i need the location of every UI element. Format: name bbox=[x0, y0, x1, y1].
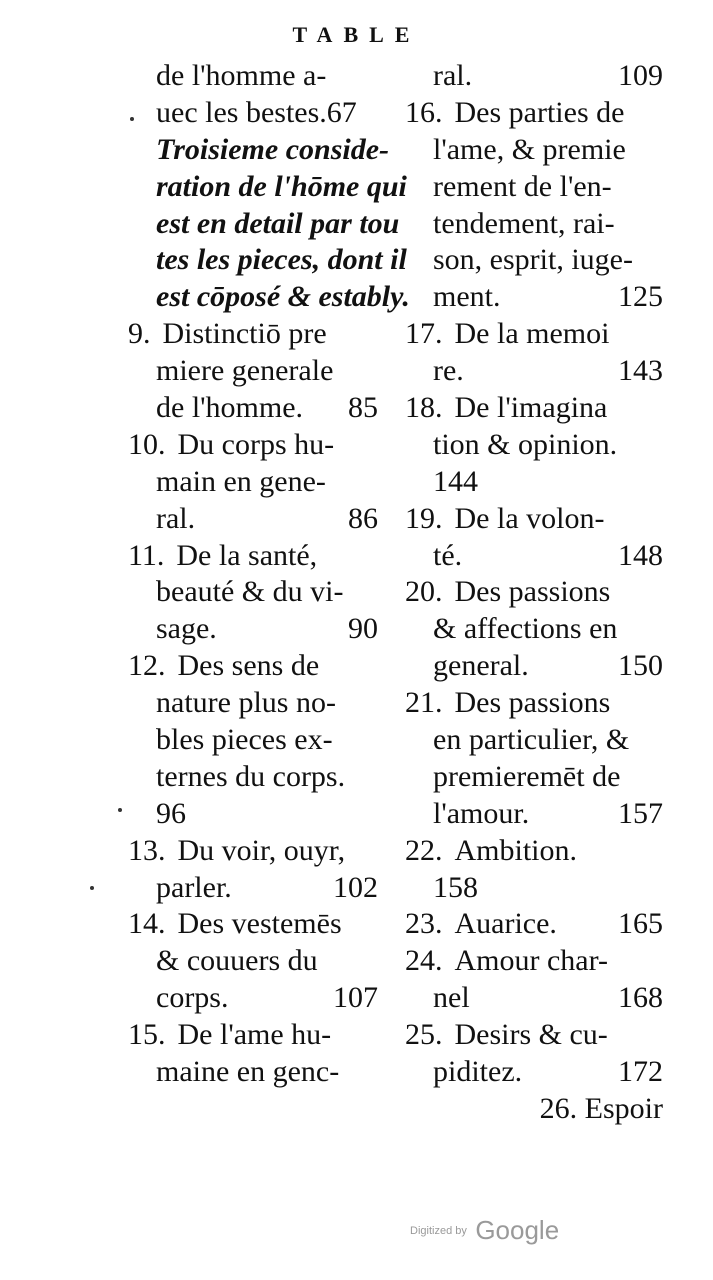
entry-text: main en gene- bbox=[156, 464, 326, 498]
toc-line bbox=[405, 980, 663, 1017]
toc-line bbox=[128, 390, 378, 427]
entry-text: de l'homme a- bbox=[156, 59, 327, 92]
entry-text: ration de l'hōme qui bbox=[156, 169, 407, 203]
ink-speck bbox=[130, 117, 134, 121]
toc-line bbox=[405, 574, 663, 611]
toc-line bbox=[405, 1017, 663, 1054]
chapter-number: 17. bbox=[405, 317, 443, 351]
page-number: 168 bbox=[618, 981, 663, 1015]
entry-text: 158 bbox=[433, 870, 478, 904]
entry-text: té. bbox=[433, 538, 463, 572]
entry-text: 144 bbox=[433, 464, 478, 498]
chapter-number: 12. bbox=[128, 649, 166, 683]
toc-line bbox=[405, 242, 663, 279]
toc-line bbox=[405, 1091, 663, 1128]
toc-line bbox=[405, 132, 663, 169]
toc-line bbox=[128, 943, 378, 980]
chapter-number: 14. bbox=[128, 907, 166, 941]
ink-speck bbox=[118, 808, 122, 812]
entry-text: tion & opinion. bbox=[433, 427, 618, 461]
toc-line bbox=[405, 538, 663, 575]
entry-text: Ambition. bbox=[454, 833, 578, 867]
toc-line bbox=[405, 169, 663, 206]
toc-line bbox=[405, 611, 663, 648]
page-number: 102 bbox=[333, 870, 378, 904]
chapter-number: 11. bbox=[128, 538, 165, 572]
chapter-number: 23. bbox=[405, 907, 443, 941]
chapter-number: 15. bbox=[128, 1018, 166, 1052]
toc-line bbox=[405, 390, 663, 427]
toc-line bbox=[405, 427, 663, 464]
entry-text: Des passions bbox=[454, 686, 611, 720]
entry-text: re. bbox=[433, 354, 464, 388]
entry-text: bles pieces ex- bbox=[156, 723, 333, 757]
toc-line bbox=[128, 427, 378, 464]
toc-line bbox=[128, 206, 400, 243]
toc-line bbox=[128, 648, 378, 685]
ink-speck bbox=[90, 886, 94, 890]
right-column bbox=[405, 58, 663, 1128]
entry-text: De l'ame hu- bbox=[177, 1018, 332, 1052]
chapter-number: 21. bbox=[405, 686, 443, 720]
chapter-number: 19. bbox=[405, 501, 443, 535]
entry-text: De la volon- bbox=[454, 501, 605, 535]
toc-line bbox=[128, 169, 407, 206]
entry-text: nature plus no- bbox=[156, 686, 336, 720]
page-number: 165 bbox=[618, 907, 663, 941]
entry-text: Des passions bbox=[454, 575, 611, 609]
entry-text: Desirs & cu- bbox=[454, 1018, 608, 1052]
entry-text: ternes du corps. bbox=[156, 759, 346, 793]
entry-text: Amour char- bbox=[454, 944, 609, 978]
toc-line bbox=[128, 132, 390, 169]
toc-line bbox=[405, 279, 663, 316]
toc-line bbox=[405, 58, 663, 95]
toc-line bbox=[405, 943, 663, 980]
chapter-number: 20. bbox=[405, 575, 443, 609]
entry-text: de l'homme. bbox=[156, 391, 304, 425]
toc-line bbox=[405, 501, 663, 538]
chapter-number: 22. bbox=[405, 833, 443, 867]
chapter-number: 10. bbox=[128, 427, 166, 461]
toc-line bbox=[405, 870, 663, 907]
entry-text: general. bbox=[433, 649, 529, 683]
toc-line bbox=[128, 759, 378, 796]
page-number: 85 bbox=[348, 391, 378, 425]
entry-text: l'amour. bbox=[433, 796, 530, 830]
toc-line bbox=[405, 648, 663, 685]
entry-text: ral. bbox=[433, 59, 473, 92]
entry-text: 96 bbox=[156, 796, 186, 830]
chapter-number: 24. bbox=[405, 944, 443, 978]
toc-line bbox=[128, 279, 410, 316]
chapter-number: 16. bbox=[405, 95, 443, 129]
toc-line bbox=[405, 685, 663, 722]
entry-text: Des sens de bbox=[177, 649, 320, 683]
toc-line bbox=[128, 906, 378, 943]
entry-text: Distinctiō pre bbox=[162, 317, 327, 351]
page-number: 90 bbox=[348, 612, 378, 646]
entry-text: Des parties de bbox=[454, 95, 625, 129]
toc-line bbox=[405, 722, 663, 759]
entry-text: sage. bbox=[156, 612, 217, 646]
entry-text: nel bbox=[433, 981, 470, 1015]
toc-line bbox=[405, 833, 663, 870]
page-number: 148 bbox=[618, 538, 663, 572]
entry-text: corps. bbox=[156, 981, 229, 1015]
page-number: 86 bbox=[348, 501, 378, 535]
chapter-number: 13. bbox=[128, 833, 166, 867]
toc-line bbox=[405, 95, 663, 132]
entry-text: miere generale bbox=[156, 354, 334, 388]
entry-text: est en detail par tou bbox=[156, 206, 400, 240]
toc-line bbox=[128, 353, 378, 390]
page-number: 107 bbox=[333, 981, 378, 1015]
toc-line bbox=[128, 722, 378, 759]
toc-line bbox=[128, 538, 378, 575]
entry-text: uec les bestes.67 bbox=[156, 95, 357, 129]
page-number: 143 bbox=[618, 354, 663, 388]
chapter-number: 25. bbox=[405, 1018, 443, 1052]
entry-text: premieremēt de bbox=[433, 759, 621, 793]
toc-line bbox=[128, 464, 378, 501]
entry-text: rement de l'en- bbox=[433, 169, 612, 203]
entry-text: Troisieme conside- bbox=[156, 132, 390, 166]
entry-text: 26. Espoir bbox=[539, 1091, 663, 1125]
entry-text: & affections en bbox=[433, 612, 618, 646]
page-number: 172 bbox=[618, 1055, 663, 1089]
entry-text: parler. bbox=[156, 870, 232, 904]
digitized-watermark bbox=[410, 1215, 559, 1246]
toc-line bbox=[128, 980, 378, 1017]
entry-text: Auarice. bbox=[454, 907, 557, 941]
chapter-number: 18. bbox=[405, 391, 443, 425]
page-number: 150 bbox=[618, 649, 663, 683]
entry-text: piditez. bbox=[433, 1055, 523, 1089]
entry-text: De l'imagina bbox=[454, 391, 608, 425]
entry-text: Des vestemēs bbox=[177, 907, 342, 941]
page-number: 109 bbox=[618, 59, 663, 92]
toc-line bbox=[405, 206, 663, 243]
chapter-number: 9. bbox=[128, 317, 151, 351]
entry-text: en particulier, & bbox=[433, 723, 630, 757]
toc-line bbox=[405, 464, 663, 501]
entry-text: est cōposé & estably. bbox=[156, 280, 410, 314]
toc-line bbox=[128, 95, 378, 132]
left-column bbox=[128, 58, 410, 1091]
entry-text: ment. bbox=[433, 280, 501, 314]
page-number: 157 bbox=[618, 796, 663, 830]
toc-line bbox=[128, 833, 378, 870]
toc-line bbox=[128, 1054, 378, 1091]
toc-line bbox=[405, 1054, 663, 1091]
toc-line bbox=[405, 906, 663, 943]
page-number: 125 bbox=[618, 280, 663, 314]
entry-text: De la santé, bbox=[176, 538, 318, 572]
entry-text: & couuers du bbox=[156, 944, 318, 978]
entry-text: beauté & du vi- bbox=[156, 575, 344, 609]
toc-line bbox=[128, 611, 378, 648]
toc-line bbox=[405, 316, 663, 353]
digitized-label: Digitized by bbox=[410, 1224, 467, 1237]
entry-text: son, esprit, iuge- bbox=[433, 243, 633, 277]
entry-text: Du corps hu- bbox=[177, 427, 335, 461]
toc-line bbox=[128, 870, 378, 907]
entry-text: l'ame, & premie bbox=[433, 132, 626, 166]
entry-text: tes les pieces, dont il bbox=[156, 243, 407, 277]
toc-line bbox=[405, 796, 663, 833]
toc-line bbox=[128, 685, 378, 722]
google-logo: Google bbox=[475, 1215, 560, 1245]
toc-line bbox=[128, 58, 378, 95]
entry-text: tendement, rai- bbox=[433, 206, 615, 240]
toc-line bbox=[128, 796, 378, 833]
entry-text: Du voir, ouyr, bbox=[177, 833, 346, 867]
entry-text: De la memoi bbox=[454, 317, 610, 351]
toc-line bbox=[128, 501, 378, 538]
toc-line bbox=[128, 1017, 378, 1054]
toc-line bbox=[405, 353, 663, 390]
toc-line bbox=[405, 759, 663, 796]
toc-line bbox=[128, 574, 378, 611]
entry-text: maine en genc- bbox=[156, 1055, 340, 1089]
entry-text: ral. bbox=[156, 501, 196, 535]
page-header: TABLE bbox=[292, 22, 421, 47]
toc-line bbox=[128, 316, 378, 353]
toc-line bbox=[128, 242, 407, 279]
